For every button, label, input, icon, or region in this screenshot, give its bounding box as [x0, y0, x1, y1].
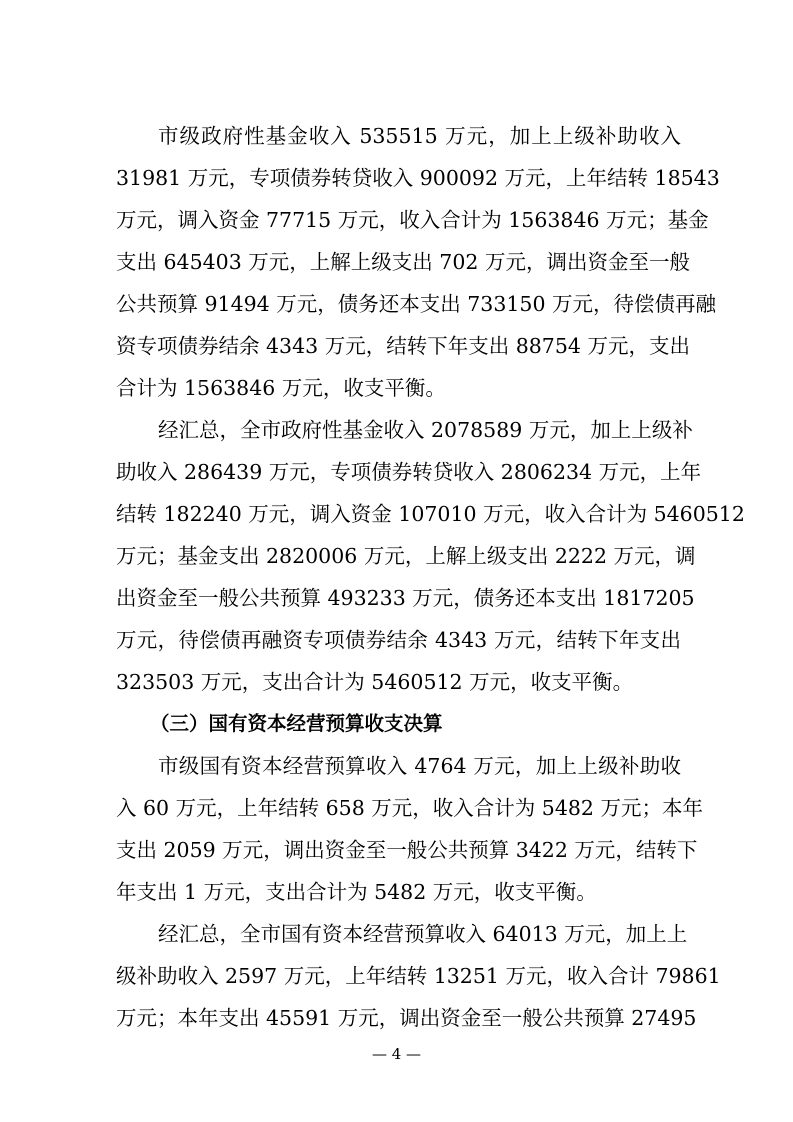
text-line: 出资金至一般公共预算 493233 万元，债务还本支出 1817205 [116, 586, 695, 610]
text-line: 市级政府性基金收入 535515 万元，加上上级补助收入 [158, 124, 681, 148]
text-line: 公共预算 91494 万元，债务还本支出 733150 万元，待偿债再融 [116, 292, 717, 316]
text-line: 经汇总，全市政府性基金收入 2078589 万元，加上上级补 [158, 418, 693, 442]
text-line: 万元，待偿债再融资专项债券结余 4343 万元，结转下年支出 [116, 628, 681, 652]
text-line: 万元；本年支出 45591 万元，调出资金至一般公共预算 27495 [116, 1006, 697, 1030]
text-line: 资专项债券结余 4343 万元，结转下年支出 88754 万元，支出 [116, 334, 690, 358]
section-heading: （三）国有资本经营预算收支决算 [150, 712, 443, 735]
text-line: 支出 645403 万元，上解上级支出 702 万元，调出资金至一般 [116, 250, 690, 274]
text-line: 经汇总，全市国有资本经营预算收入 64013 万元，加上上 [158, 922, 688, 946]
text-line: 323503 万元，支出合计为 5460512 万元，收支平衡。 [116, 670, 634, 694]
text-line: 结转 182240 万元，调入资金 107010 万元，收入合计为 5460512 [116, 502, 745, 526]
text-line: 万元；基金支出 2820006 万元，上解上级支出 2222 万元，调 [116, 544, 696, 568]
text-line: 助收入 286439 万元，专项债券转贷收入 2806234 万元，上年 [116, 460, 702, 484]
text-line: 市级国有资本经营预算收入 4764 万元，加上上级补助收 [158, 754, 681, 778]
text-line: 年支出 1 万元，支出合计为 5482 万元，收支平衡。 [116, 880, 597, 904]
text-line: 支出 2059 万元，调出资金至一般公共预算 3422 万元，结转下 [116, 838, 698, 862]
text-line: 万元，调入资金 77715 万元，收入合计为 1563846 万元；基金 [116, 208, 709, 232]
page-number: — 4 — [371, 1045, 422, 1063]
text-line: 级补助收入 2597 万元，上年结转 13251 万元，收入合计 79861 [116, 964, 721, 988]
text-line: 入 60 万元，上年结转 658 万元，收入合计为 5482 万元；本年 [116, 796, 703, 820]
text-line: 合计为 1563846 万元，收支平衡。 [116, 376, 446, 400]
text-line: 31981 万元，专项债券转贷收入 900092 万元，上年结转 18543 [116, 166, 720, 190]
